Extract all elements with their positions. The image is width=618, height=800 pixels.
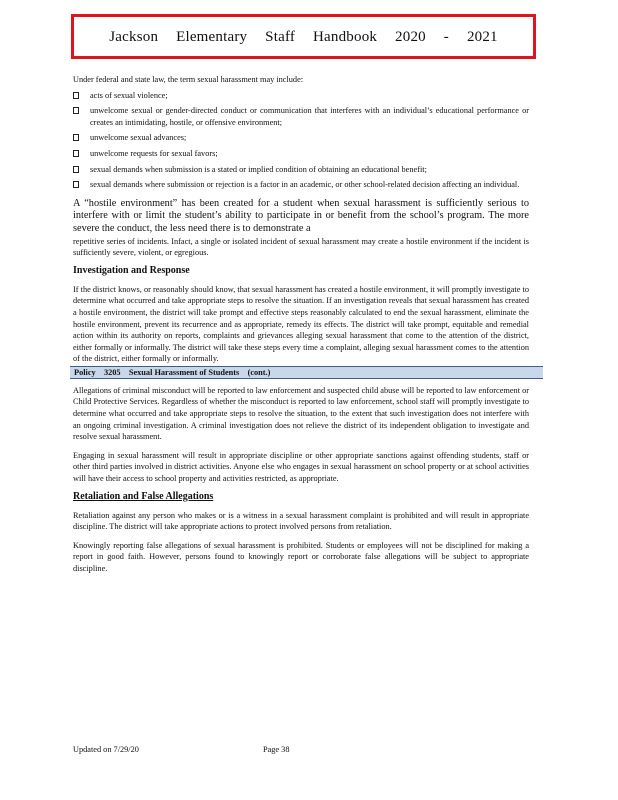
- list-item: sexual demands when submission is a stated or implied condition of obtaining an educational benefit;: [73, 164, 529, 176]
- harassment-definition-list: [73, 90, 529, 191]
- policy-header-bar: [70, 366, 543, 379]
- checkbox-bullet-icon: [73, 181, 79, 188]
- policy-title: Sexual Harassment of Students: [128, 367, 240, 377]
- false-allegations-paragraph: Knowingly reporting false allegations of sexual harassment is prohibited. Students or employees will not be disciplined for making a report in good faith. However, persons found to knowingly report or corroborate false allegations will be subject to appropriate discipline.: [73, 540, 529, 573]
- list-item: acts of sexual violence;: [73, 90, 529, 102]
- page-number: Page 38: [262, 745, 290, 754]
- list-item: sexual demands where submission or rejection is a factor in an academic, or other school-related decision affecting an individual.: [73, 179, 529, 191]
- intro-text: Under federal and state law, the term sexual harassment may include:: [73, 75, 304, 84]
- discipline-paragraph: Engaging in sexual harassment will result in appropriate discipline or other appropriate sanctions against offending students, staff or other third parties involved in district activities. Anyone else who engages in sexual harassment on school property or at school activities will have their access to school property and activities restricted, as appropriate.: [73, 450, 529, 484]
- hostile-environment-continued: repetitive series of incidents. Infact, a single or isolated incident of sexual harassment may create a hostile environment if the incident is sufficiently severe, violent, or egregious.: [73, 236, 529, 258]
- retaliation-heading: Retaliation and False Allegations: [73, 490, 214, 502]
- policy-number: 3205: [103, 367, 121, 377]
- page-content: [73, 74, 529, 575]
- checkbox-bullet-icon: [73, 166, 79, 173]
- page-title: Jackson Elementary Staff Handbook 2020 - 2021: [109, 29, 498, 45]
- investigation-heading: Investigation and Response: [73, 264, 190, 276]
- policy-label: Policy: [74, 367, 96, 377]
- checkbox-bullet-icon: [73, 107, 79, 114]
- updated-date: Updated on 7/29/20: [73, 745, 139, 754]
- checkbox-bullet-icon: [73, 92, 79, 99]
- checkbox-bullet-icon: [73, 150, 79, 157]
- retaliation-paragraph: Retaliation against any person who makes or is a witness in a sexual harassment complaint is prohibited and will result in appropriate discipline. The district will take appropriate actions to protect involved persons from retaliation.: [73, 510, 529, 532]
- criminal-misconduct-paragraph: Allegations of criminal misconduct will be reported to law enforcement and suspected child abuse will be reported to law enforcement or Child Protective Services. Regardless of whether the misconduct is reported to law enforcement, school staff will promptly investigate to determine what occurred and take appropriate steps to resolve the situation, to the extent that such investigation does not interfere with an ongoing criminal investigation. A criminal investigation does not relieve the district of its independent obligation to investigate and resolve sexual harassment.: [73, 385, 529, 442]
- header-box: [71, 14, 536, 59]
- hostile-environment-text: A “hostile environment” has been created for a student when sexual harassment is sufficiently serious to interfere with or limit the student’s ability to participate in or benefit from the school’s program. The more severe the conduct, the less need there is to demonstrate a: [73, 197, 529, 234]
- list-item: unwelcome sexual or gender-directed conduct or communication that interferes with an individual’s educational performance or creates an intimidating, hostile, or offensive environment;: [73, 105, 529, 128]
- page-footer: [73, 745, 289, 754]
- policy-suffix: (cont.): [247, 367, 271, 377]
- investigation-paragraph: If the district knows, or reasonably should know, that sexual harassment has created a hostile environment, it will promptly investigate to determine what occurred and take appropriate steps to resolve the situation. If an investigation reveals that sexual harassment has created a hostile environment, the district will take prompt and effective steps reasonably calculated to end the sexual harassment, eliminate the hostile environment, prevent its recurrence and as appropriate, remedy its effects. The district will take prompt, equitable and remedial action within its authority on reports, complaints and grievances alleging sexual harassment that come to the attention of the district, either formally or informally. The district will take these steps every time a complaint, alleging sexual harassment comes to the attention of the district, either formally or informally.: [73, 284, 529, 364]
- list-item: unwelcome requests for sexual favors;: [73, 148, 529, 160]
- checkbox-bullet-icon: [73, 134, 79, 141]
- list-item: unwelcome sexual advances;: [73, 132, 529, 144]
